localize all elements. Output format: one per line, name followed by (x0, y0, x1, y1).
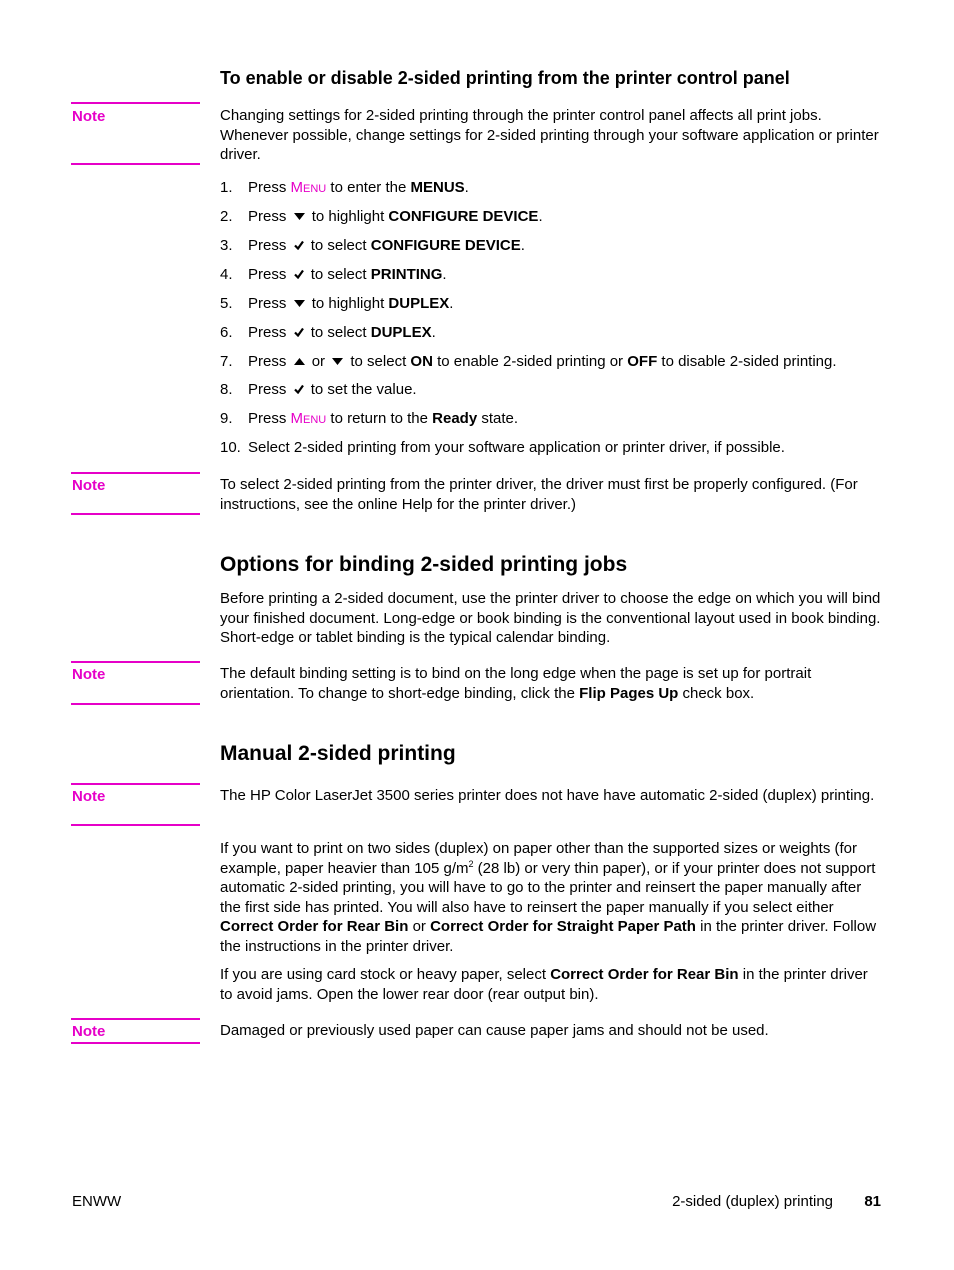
note-text (220, 664, 884, 703)
press-text: Press (248, 410, 287, 427)
step-bold: DUPLEX (370, 324, 432, 341)
down-arrow-icon (294, 213, 305, 220)
note-label: Note (72, 666, 106, 683)
menu-key: Menu (290, 410, 327, 427)
section-paragraph (220, 839, 884, 956)
note-text-part: The default binding setting is to bind on the long edge when the page is set up for portrait orientation. To change to short-edge binding, click the (220, 665, 812, 702)
step-number: 4. (220, 266, 233, 283)
option-name: Correct Order for Rear Bin (550, 966, 739, 983)
step-5 (220, 294, 900, 314)
step-1 (220, 178, 900, 198)
step-text: to highlight (311, 295, 385, 312)
step-bold: CONFIGURE DEVICE (388, 208, 539, 225)
step-bold: PRINTING (370, 266, 443, 283)
option-name: Correct Order for Rear Bin (220, 918, 409, 935)
note-label: Note (72, 1023, 106, 1040)
step-bold: OFF (627, 353, 658, 370)
step-number: 1. (220, 179, 233, 196)
paragraph-text: If you want to print on two sides (duplex) on paper other than the supported sizes or weights (for example, paper heavier than 105 g/m (220, 840, 858, 877)
note-text: Damaged or previously used paper can cause paper jams and should not be used. (220, 1022, 769, 1039)
section-heading: Manual 2-sided printing (220, 742, 456, 765)
note-label: Note (72, 477, 106, 494)
note-rule-bottom (71, 513, 200, 515)
step-3 (220, 236, 900, 256)
step-text: to highlight (311, 208, 385, 225)
step-text: to return to the (330, 410, 428, 427)
down-arrow-icon (332, 358, 343, 365)
press-text: Press (248, 324, 287, 341)
section-heading: Options for binding 2-sided printing jobs (220, 553, 628, 576)
step-10 (220, 438, 900, 458)
step-end: . (464, 179, 469, 196)
step-number: 9. (220, 410, 233, 427)
section-body: Before printing a 2-sided document, use the printer driver to choose the edge on which you will bind your finished document. Long-edge or book binding is the conventional layout used in book binding. Short-edge or tablet binding is the typical calendar binding. (220, 590, 881, 646)
press-text: Press (248, 266, 287, 283)
step-number: 8. (220, 381, 233, 398)
note-rule-top (71, 472, 200, 474)
page-number: 81 (864, 1193, 881, 1210)
section-paragraph (220, 965, 884, 1004)
press-text: Press (248, 353, 287, 370)
note-rule-bottom (71, 1042, 200, 1044)
step-text: to select (350, 353, 407, 370)
step-end: . (442, 266, 447, 283)
press-text: Press (248, 179, 287, 196)
step-or: or (311, 353, 326, 370)
step-text: to enter the (330, 179, 407, 196)
paragraph-text: or (412, 918, 426, 935)
footer-section: 2-sided (duplex) printing (672, 1193, 833, 1210)
note-text: To select 2-sided printing from the printer driver, the driver must first be properly configured. (For instructions, see the online Help for the printer driver.) (220, 476, 858, 513)
step-text: to disable 2-sided printing. (661, 353, 837, 370)
checkmark-icon (294, 240, 304, 250)
menu-key: Menu (290, 179, 327, 196)
paragraph-text: If you are using card stock or heavy paper, select (220, 966, 547, 983)
step-text: state. (481, 410, 519, 427)
checkmark-icon (294, 269, 304, 279)
step-bold: ON (410, 353, 433, 370)
press-text: Press (248, 237, 287, 254)
option-name: Correct Order for Straight Paper Path (430, 918, 696, 935)
step-2 (220, 207, 900, 227)
step-number: 5. (220, 295, 233, 312)
note-label: Note (72, 108, 106, 125)
note-text-part: check box. (682, 684, 755, 702)
checkmark-icon (294, 327, 304, 337)
note-label: Note (72, 788, 106, 805)
step-end: . (520, 237, 525, 254)
press-text: Press (248, 208, 287, 225)
step-bold: CONFIGURE DEVICE (370, 237, 521, 254)
note-text: The HP Color LaserJet 3500 series printer does not have have automatic 2-sided (duplex) printing. (220, 787, 875, 804)
step-end: . (449, 295, 454, 312)
step-6 (220, 323, 900, 343)
step-number: 10. (220, 439, 241, 456)
note-rule-top (71, 102, 200, 104)
flip-pages-up-label: Flip Pages Up (579, 684, 679, 702)
step-bold: DUPLEX (388, 295, 450, 312)
step-text: to select (310, 266, 367, 283)
note-rule-top (71, 783, 200, 785)
step-number: 7. (220, 353, 233, 370)
checkmark-icon (294, 384, 304, 394)
paragraph-text: in the printer driver. Follow the instructions in the printer driver. (220, 918, 877, 955)
step-number: 2. (220, 208, 233, 225)
footer-left: ENWW (72, 1193, 122, 1210)
step-text: to set the value. (310, 381, 417, 398)
step-bold: MENUS (410, 179, 465, 196)
note-rule-bottom (71, 163, 200, 165)
step-text: Select 2-sided printing from your software application or printer driver, if possible. (248, 439, 785, 456)
step-end: . (431, 324, 436, 341)
step-text: to select (310, 324, 367, 341)
note-rule-top (71, 1018, 200, 1020)
note-rule-top (71, 661, 200, 663)
down-arrow-icon (294, 300, 305, 307)
note-rule-bottom (71, 824, 200, 826)
note-text: Changing settings for 2-sided printing through the printer control panel affects all print jobs. Whenever possible, change settings for 2-sided printing through your software application or printer driver. (220, 107, 879, 163)
step-end: . (538, 208, 543, 225)
step-text: to enable 2-sided printing or (437, 353, 624, 370)
press-text: Press (248, 381, 287, 398)
step-4 (220, 265, 900, 285)
note-rule-bottom (71, 703, 200, 705)
step-8 (220, 380, 900, 400)
press-text: Press (248, 295, 287, 312)
paragraph-text: in the printer driver to avoid jams. Open the lower rear door (rear output bin). (220, 966, 868, 1003)
step-7 (220, 352, 900, 372)
step-text: to select (310, 237, 367, 254)
step-number: 3. (220, 237, 233, 254)
paragraph-text: (28 lb) or very thin paper), or if your printer does not support automatic 2-sided printing, you will have to go to the printer and reinsert the paper manually after the first side has printed. You will also have to reinsert the paper manually if you select either (220, 859, 876, 916)
step-9 (220, 409, 900, 429)
subheading: To enable or disable 2-sided printing from the printer control panel (220, 68, 790, 88)
up-arrow-icon (294, 358, 305, 365)
step-number: 6. (220, 324, 233, 341)
step-bold: Ready (432, 410, 478, 427)
superscript: 2 (468, 858, 474, 869)
